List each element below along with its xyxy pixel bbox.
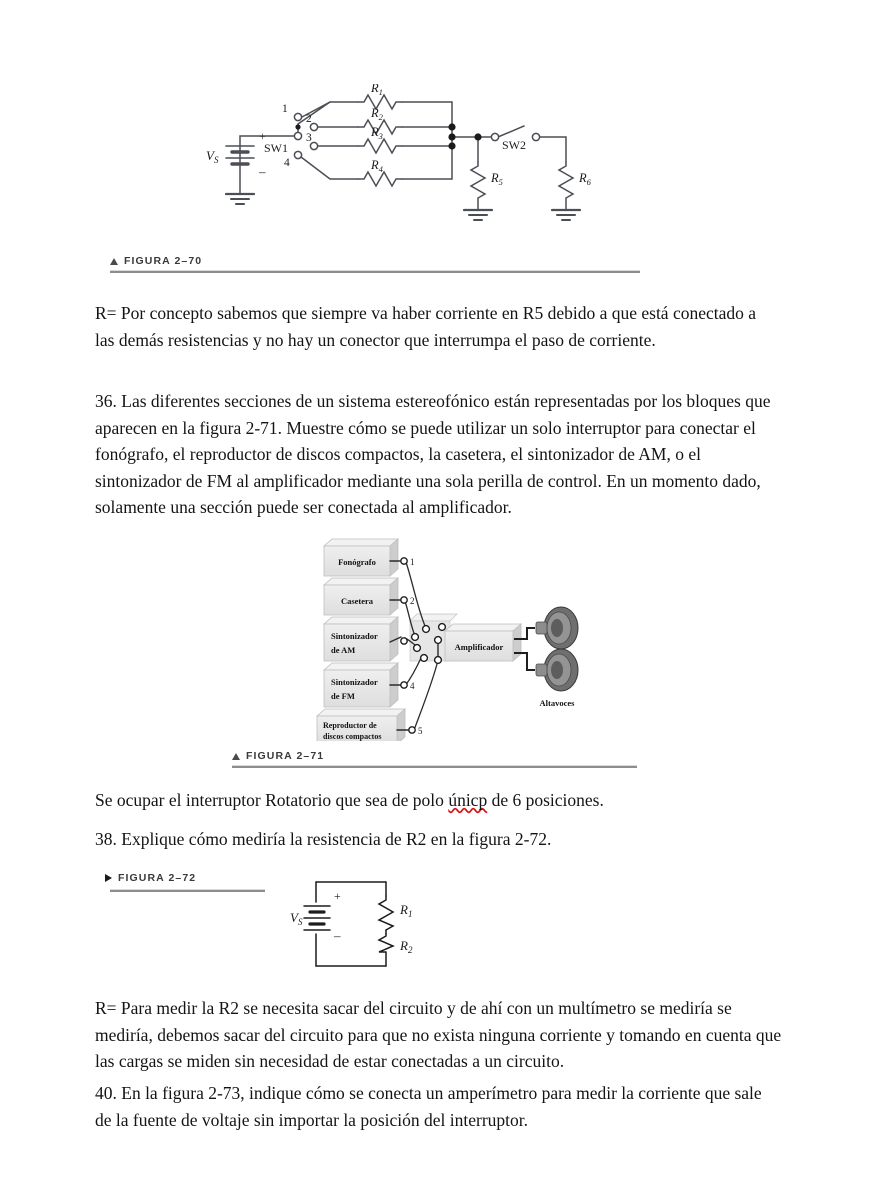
label-minus: – [259, 164, 266, 179]
label-pos-4: 4 [284, 157, 290, 169]
paragraph-problem-36: 36. Las diferentes secciones de un sistema estereofónico están representadas por los bloques que aparecen en la figura 2-71. Muestre cómo se puede utilizar un solo interruptor para conectar el fonógrafo, el reproductor de discos compactos, la casetera, el sintonizador de AM, o el sintonizador de FM al amplificador mediante una sola perilla de control. En un momento dado, solamente una sección puede ser conectada al amplificador. [95, 391, 771, 517]
figure-2-71-caption [232, 750, 637, 768]
figure-2-71-caption-label: FIGURA 2–71 [246, 750, 325, 762]
label-vs: $V_S$ [290, 910, 303, 927]
figure-2-72-caption-rule [110, 889, 265, 892]
figure-2-72-caption [105, 872, 265, 884]
spell-error-word: únicp [448, 790, 488, 810]
speakers-label: Altavoces [539, 698, 575, 708]
figure-2-72-caption-label: FIGURA 2–72 [118, 872, 197, 884]
label-r1: $R_1$ [400, 902, 413, 919]
label-sw1: SW1 [264, 141, 288, 155]
paragraph-answer-36 [95, 787, 775, 814]
source-blocks [317, 539, 405, 741]
figure-2-71-caption-text [232, 750, 637, 762]
block-label-am-line2: de AM [331, 645, 356, 655]
block-label-fonografo: Fonógrafo [338, 557, 376, 567]
terminal-label-2: 2 [410, 596, 415, 606]
paragraph-problem-38: 38. Explique cómo mediría la resistencia de R2 en la figura 2-72. [95, 829, 552, 849]
block-sintonizador-fm [324, 663, 398, 707]
label-r4: $R_4$ [371, 158, 383, 174]
caption-rule [110, 889, 265, 892]
paragraph-answer-34: R= Por concepto sabemos que siempre va haber corriente en R5 debido a que está conectado a las demás resistencias y no hay un conector que interrumpa el paso de corriente. [95, 303, 757, 350]
caption-rule [232, 765, 637, 768]
figure-2-72-caption-text [105, 872, 265, 884]
label-vs: $V_S$ [206, 148, 219, 165]
label-minus: – [334, 928, 341, 943]
figure-2-71-svg [305, 536, 595, 741]
answer-36-part2: de 6 posiciones. [487, 790, 604, 810]
speakers-group [514, 607, 578, 708]
terminal-label-5: 5 [418, 726, 423, 736]
speaker-top [536, 607, 578, 649]
terminal-label-4: 4 [410, 681, 415, 691]
triangle-right-icon [105, 874, 112, 882]
triangle-up-icon [232, 753, 240, 760]
label-pos-2: 2 [306, 113, 312, 125]
label-plus: + [259, 129, 266, 143]
block-fonografo [324, 539, 398, 576]
amplifier-label: Amplificador [454, 642, 504, 652]
block-label-casetera: Casetera [340, 596, 374, 606]
label-r2: $R_2$ [371, 106, 383, 122]
label-r1: $R_1$ [371, 84, 383, 97]
paragraph-problem-40: 40. En la figura 2-73, indique cómo se conecta un amperímetro para medir la corriente que sale de la fuente de voltaje sin importar la posición del interruptor. [95, 1083, 762, 1130]
figure-2-70-caption-label: FIGURA 2–70 [124, 255, 203, 267]
block-reproductor-cd [317, 709, 405, 741]
figure-2-72-svg [290, 872, 450, 977]
speaker-bottom [536, 649, 578, 691]
label-sw2: SW2 [502, 138, 526, 152]
answer-36-part1: Se ocupar el interruptor Rotatorio que sea de polo [95, 790, 449, 810]
figure-2-72-circuit [290, 872, 450, 977]
paragraph-answer-38: R= Para medir la R2 se necesita sacar del circuito y de ahí con un multímetro se mediría se mediría, debemos sacar del circuito para que no exista ninguna corriente y tomando en cuenta que las cargas se miden sin necesidad de estar conectadas a un circuito. [95, 998, 782, 1071]
block-label-cd-line1: Reproductor de [323, 721, 377, 730]
figure-2-71-diagram [305, 536, 595, 741]
label-plus: + [334, 889, 341, 903]
block-casetera [324, 578, 398, 615]
block-label-fm-line1: Sintonizador [331, 677, 378, 687]
label-pos-1: 1 [282, 103, 288, 115]
label-pos-3: 3 [306, 132, 312, 144]
label-r6: $R_6$ [579, 171, 591, 187]
terminal-label-1: 1 [410, 557, 415, 567]
label-r3: $R_3$ [371, 125, 383, 141]
block-label-fm-line2: de FM [331, 691, 355, 701]
block-sintonizador-am [324, 617, 398, 661]
block-label-cd-line2: discos compactos [323, 732, 382, 741]
label-r5: $R_5$ [491, 171, 503, 187]
block-label-am-line1: Sintonizador [331, 631, 378, 641]
block-amplificador [445, 624, 521, 661]
label-r2: $R_2$ [400, 938, 413, 955]
